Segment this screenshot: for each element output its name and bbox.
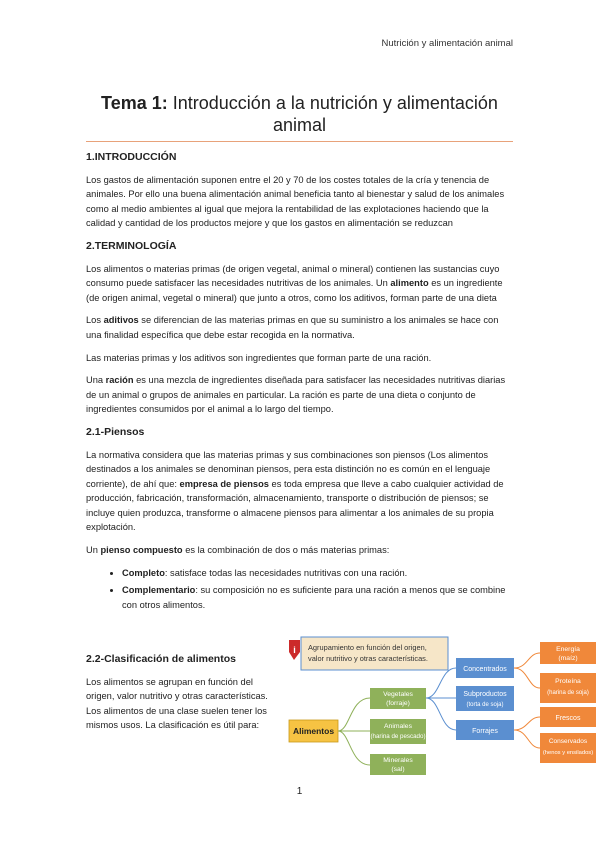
section-heading-piensos: 2.1-Piensos xyxy=(86,425,145,438)
paragraph: Los alimentos o materias primas (de origen vegetal, animal o mineral) contienen las sustancias cuyo consumo puede satisfacer las necesidades nutritivas de los animales. Un alimento es un ingrediente (de origen animal, vegetal o mineral) que junto a otros, como los aditivos, forman parte de una dieta xyxy=(86,263,503,303)
svg-text:Conservados: Conservados xyxy=(548,738,588,745)
section-heading-terminologia: 2.TERMINOLOGÍA xyxy=(86,239,177,252)
svg-text:(henos y ensilados): (henos y ensilados) xyxy=(542,750,594,756)
diagram-node-concentrados xyxy=(456,658,514,678)
note-line-1: Agrupamiento en función del origen, xyxy=(308,643,427,652)
svg-text:(maíz): (maíz) xyxy=(558,655,578,662)
svg-text:Concentrados: Concentrados xyxy=(463,666,507,673)
svg-text:(harina de pescado): (harina de pescado) xyxy=(370,733,426,740)
title-text: Introducción a la nutrición y alimentación animal xyxy=(172,93,498,135)
section-heading-clasificacion: 2.2-Clasificación de alimentos xyxy=(86,653,236,665)
diagram-connectors xyxy=(338,698,370,765)
diagram-node-conservados xyxy=(540,733,596,763)
paragraph: Los alimentos se agrupan en función del origen, valor nutritivo y otras características. Los alimentos de una clase suelen tener los mismos usos. La clasificación es útil para: xyxy=(86,676,268,731)
diagram-node-forrajes xyxy=(456,720,514,740)
diagram-node-vegetales xyxy=(370,688,426,709)
svg-text:Proteína: Proteína xyxy=(555,678,581,685)
note-line-2: valor nutritivo y otras características. xyxy=(308,654,428,663)
paragraph: Los gastos de alimentación suponen entre el 20 y 70 de los costes totales de la cría y tenencia de animales. Por ello una buena alimentación animal beneficia tanto al bienestar y salud de los animales como al medio ambientes al igual que mejora la rentabilidad de las explotaciones haciendo que la calidad y cantidad de los productos mejore y que los gastos en alimentación se reduzcan xyxy=(86,174,505,229)
paragraph: La normativa considera que las materias primas y sus combinaciones son piensos (Los alimentos destinados a los animales se denominan piensos, pera esta distinción no es común en el lenguaje corriente), de ahí que: empresa de piensos es toda empresa que lleve a cabo cualquier actividad de producción, fabricación, transformación, almacenamiento, transporte o distribución de piensos; se incluye quien produzca, transforme o almacene piensos para alimentar a los animales de su propia explotación. xyxy=(86,449,504,533)
svg-text:Energía: Energía xyxy=(556,646,580,653)
diagram-node-minerales xyxy=(370,754,426,775)
svg-text:(torta de soja): (torta de soja) xyxy=(466,702,504,708)
diagram-node-energia xyxy=(540,642,596,664)
svg-text:Subproductos: Subproductos xyxy=(463,691,507,698)
svg-text:Frescos: Frescos xyxy=(555,715,581,722)
svg-text:(harina de soja): (harina de soja) xyxy=(547,690,589,696)
info-badge-icon xyxy=(289,640,300,660)
paragraph: Las materias primas y los aditivos son ingredientes que forman parte de una ración. xyxy=(86,352,432,363)
diagram-node-root xyxy=(289,720,338,742)
title-number: Tema 1: xyxy=(101,93,168,113)
svg-text:i: i xyxy=(293,645,296,655)
diagram-node-subproductos xyxy=(456,686,514,711)
running-header: Nutrición y alimentación animal xyxy=(381,38,513,49)
svg-text:Alimentos: Alimentos xyxy=(292,726,335,736)
paragraph: Un pienso compuesto es la combinación de dos o más materias primas: xyxy=(86,545,390,556)
svg-text:Animales: Animales xyxy=(384,723,412,730)
svg-text:Vegetales: Vegetales xyxy=(383,691,413,698)
paragraph: Una ración es una mezcla de ingredientes diseñada para satisfacer las necesidades nutritivas diarias de un animal o grupos de animales en particular. La ración es parte de una dieta o conjunto de ingredientes consumidos por el animal a lo largo del tiempo. xyxy=(86,375,506,415)
svg-text:Forrajes: Forrajes xyxy=(472,728,498,735)
list-item: • Complementario: su composición no es suficiente para una ración a menos que se combine con otros alimentos. xyxy=(122,583,513,612)
list-item: • Completo: satisface todas las necesidades nutritivas con una ración. xyxy=(122,566,513,581)
section-heading-introduccion: 1.INTRODUCCIÓN xyxy=(86,151,177,163)
page-number: 1 xyxy=(296,786,303,797)
svg-text:(forraje): (forraje) xyxy=(386,700,410,707)
diagram-node-proteina xyxy=(540,673,596,703)
svg-text:(sal): (sal) xyxy=(391,766,405,773)
diagram-node-frescos xyxy=(540,707,596,727)
diagram-node-animales xyxy=(370,719,426,744)
svg-text:Minerales: Minerales xyxy=(383,757,413,764)
paragraph: Los aditivos se diferencian de las materias primas en que su suministro a los animales se hace con una finalidad específica que debe estar recogida en la normativa. xyxy=(86,315,499,340)
diagram-note xyxy=(301,637,448,670)
